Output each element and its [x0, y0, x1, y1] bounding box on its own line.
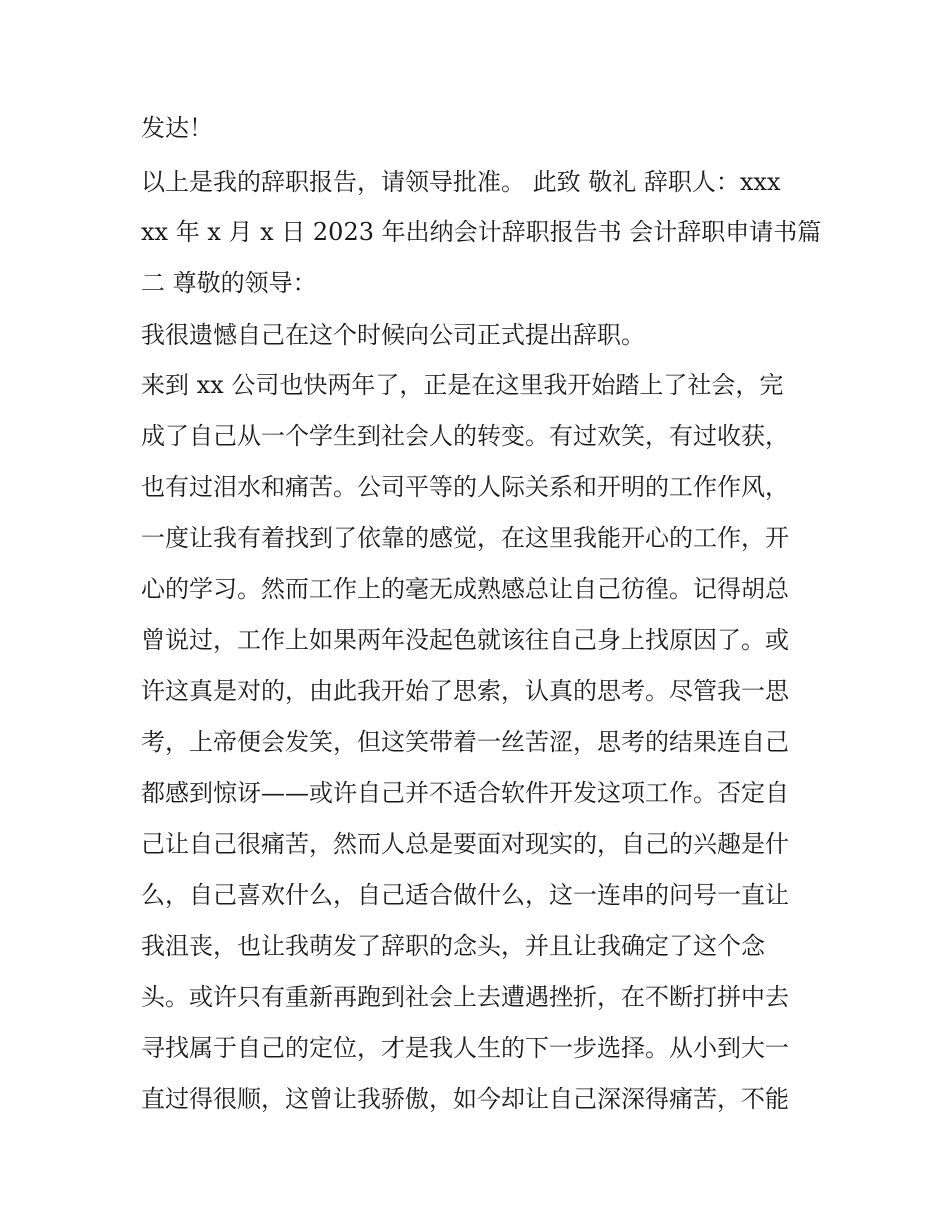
text-line: 二 尊敬的领导：	[141, 269, 317, 297]
text-line: 来到 xx 公司也快两年了，正是在这里我开始踏上了社会，完	[141, 371, 784, 399]
text-line: 心的学习。然而工作上的毫无成熟感总让自己彷徨。记得胡总	[141, 575, 789, 603]
text-line: 也有过泪水和痛苦。公司平等的人际关系和开明的工作作风，	[141, 473, 789, 501]
text-line: 许这真是对的，由此我开始了思索，认真的思考。尽管我一思	[141, 677, 789, 705]
text-line: 头。或许只有重新再跑到社会上去遭遇挫折，在不断打拼中去	[141, 983, 789, 1011]
text-line: xx 年 x 月 x 日 2023 年出纳会计辞职报告书 会计辞职申请书篇	[141, 218, 822, 246]
text-line: 发达！	[141, 114, 213, 142]
text-line: 直过得很顺，这曾让我骄傲，如今却让自己深深得痛苦，不能	[141, 1085, 789, 1113]
text-line: 以上是我的辞职报告，请领导批准。 此致 敬礼 辞职人：xxx	[141, 168, 781, 196]
text-line: 成了自己从一个学生到社会人的转变。有过欢笑，有过收获，	[141, 422, 789, 450]
text-line: 我很遗憾自己在这个时候向公司正式提出辞职。	[141, 321, 645, 349]
text-line: 己让自己很痛苦，然而人总是要面对现实的，自己的兴趣是什	[141, 830, 789, 858]
text-line: 么，自己喜欢什么，自己适合做什么，这一连串的问号一直让	[141, 881, 789, 909]
text-line: 寻找属于自己的定位，才是我人生的下一步选择。从小到大一	[141, 1034, 789, 1062]
text-line: 一度让我有着找到了依靠的感觉，在这里我能开心的工作，开	[141, 524, 789, 552]
text-line: 曾说过，工作上如果两年没起色就该往自己身上找原因了。或	[141, 626, 789, 654]
text-line: 我沮丧，也让我萌发了辞职的念头，并且让我确定了这个念	[141, 932, 765, 960]
text-line: 考，上帝便会发笑，但这笑带着一丝苦涩，思考的结果连自己	[141, 728, 789, 756]
text-line: 都感到惊讶——或许自己并不适合软件开发这项工作。否定自	[141, 779, 789, 807]
